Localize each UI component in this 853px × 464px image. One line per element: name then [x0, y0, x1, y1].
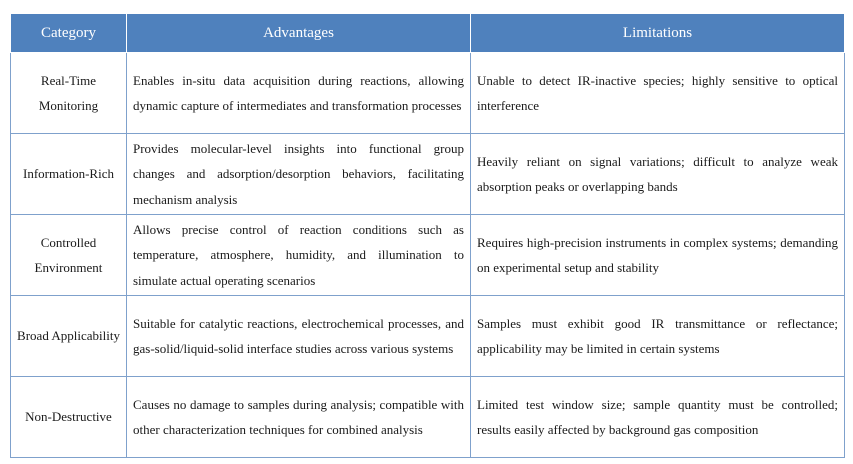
limitations-cell: Unable to detect IR-inactive species; highly sensitive to optical interference [471, 53, 845, 134]
limitations-cell: Heavily reliant on signal variations; difficult to analyze weak absorption peaks or overlapping bands [471, 134, 845, 215]
advantages-cell: Enables in-situ data acquisition during reactions, allowing dynamic capture of intermediates and transformation processes [127, 53, 471, 134]
table-row [11, 215, 845, 296]
header-limitations: Limitations [471, 14, 845, 53]
header-advantages: Advantages [127, 14, 471, 53]
limitations-cell: Samples must exhibit good IR transmittance or reflectance; applicability may be limited in certain systems [471, 296, 845, 377]
category-cell: Real-Time Monitoring [11, 53, 127, 134]
header-category: Category [11, 14, 127, 53]
category-cell: Controlled Environment [11, 215, 127, 296]
category-cell: Non-Destructive [11, 377, 127, 458]
table-row [11, 53, 845, 134]
advantages-cell: Causes no damage to samples during analysis; compatible with other characterization techniques for combined analysis [127, 377, 471, 458]
table-row [11, 377, 845, 458]
advantages-cell: Allows precise control of reaction conditions such as temperature, atmosphere, humidity, and illumination to simulate actual operating scenarios [127, 215, 471, 296]
limitations-cell: Limited test window size; sample quantity must be controlled; results easily affected by background gas composition [471, 377, 845, 458]
advantages-cell: Provides molecular-level insights into functional group changes and adsorption/desorption behaviors, facilitating mechanism analysis [127, 134, 471, 215]
limitations-cell: Requires high-precision instruments in complex systems; demanding on experimental setup and stability [471, 215, 845, 296]
advantages-cell: Suitable for catalytic reactions, electrochemical processes, and gas-solid/liquid-solid interface studies across various systems [127, 296, 471, 377]
comparison-table-container [10, 13, 844, 458]
category-cell: Broad Applicability [11, 296, 127, 377]
table-row [11, 134, 845, 215]
comparison-table [10, 13, 845, 458]
category-cell: Information-Rich [11, 134, 127, 215]
table-header-row [11, 14, 845, 53]
table-row [11, 296, 845, 377]
